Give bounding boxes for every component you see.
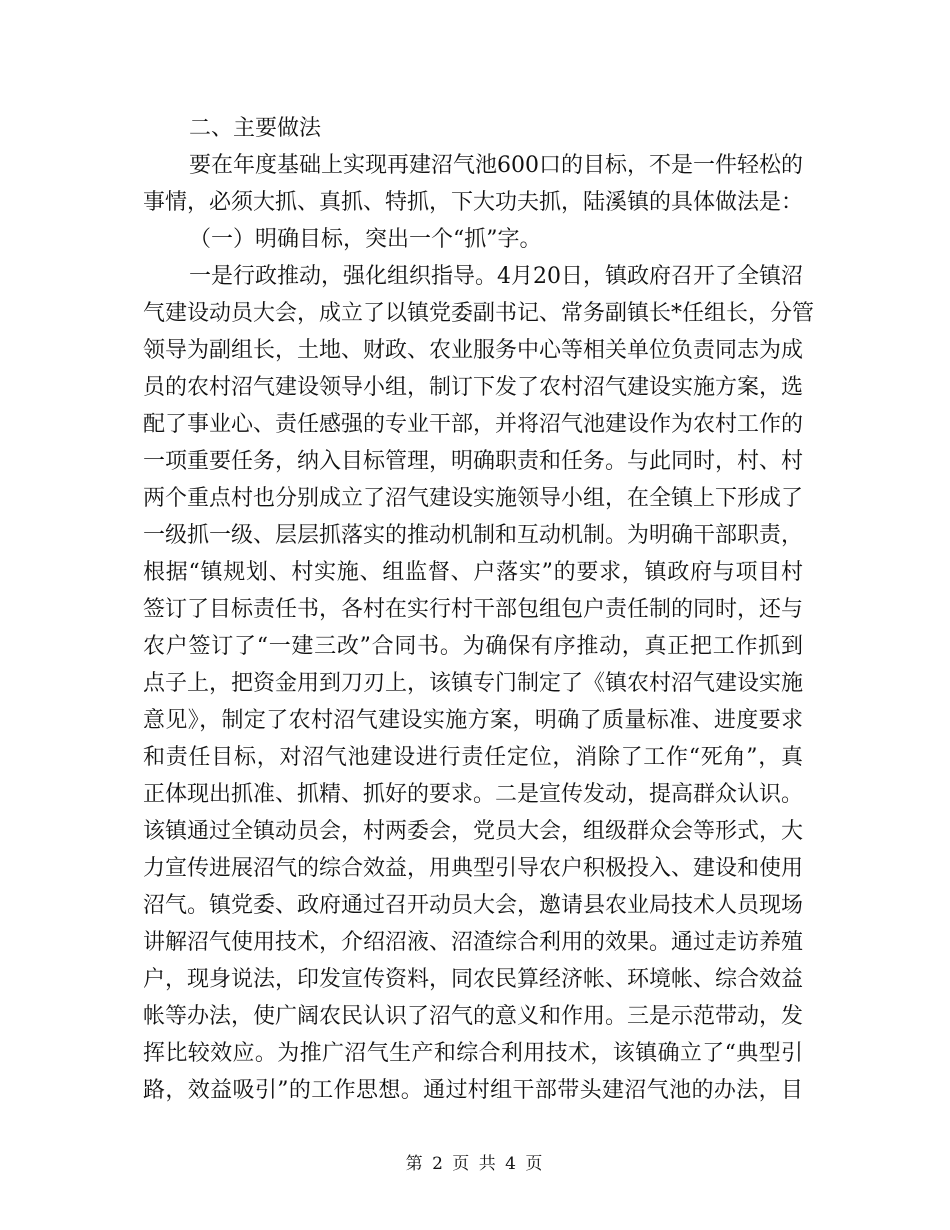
paragraph-line: 户，现身说法，印发宣传资料，同农民算经济帐、环境帐、综合效益 bbox=[143, 967, 804, 992]
paragraph-line: 要在年度基础上实现再建沼气池600口的目标，不是一件轻松的 bbox=[189, 153, 803, 178]
paragraph-line: 事情，必须大抓、真抓、特抓，下大功夫抓，陆溪镇的具体做法是： bbox=[143, 190, 804, 215]
paragraph-line: 挥比较效应。为推广沼气生产和综合利用技术，该镇确立了“典型引 bbox=[143, 1041, 803, 1066]
paragraph-line: 配了事业心、责任感强的专业干部，并将沼气池建设作为农村工作的 bbox=[143, 412, 804, 437]
subsection-heading: （一）明确目标，突出一个“抓”字。 bbox=[189, 227, 542, 252]
paragraph-line: 点子上，把资金用到刀刃上，该镇专门制定了《镇农村沼气建设实施 bbox=[143, 671, 804, 696]
paragraph-line: 正体现出抓准、抓精、抓好的要求。二是宣传发动，提高群众认识。 bbox=[143, 782, 804, 807]
section-heading: 二、主要做法 bbox=[189, 116, 322, 141]
paragraph-line: 意见》，制定了农村沼气建设实施方案，明确了质量标准、进度要求 bbox=[143, 708, 803, 733]
paragraph-line: 一级抓一级、层层抓落实的推动机制和互动机制。为明确干部职责， bbox=[143, 523, 804, 548]
paragraph-line: 签订了目标责任书，各村在实行村干部包组包户责任制的同时，还与 bbox=[143, 597, 804, 622]
paragraph-line: 两个重点村也分别成立了沼气建设实施领导小组，在全镇上下形成了 bbox=[143, 486, 804, 511]
paragraph-line: 沼气。镇党委、政府通过召开动员大会，邀请县农业局技术人员现场 bbox=[143, 893, 804, 918]
paragraph-line: 力宣传进展沼气的综合效益，用典型引导农户积极投入、建设和使用 bbox=[143, 856, 804, 881]
paragraph-line: 员的农村沼气建设领导小组，制订下发了农村沼气建设实施方案，选 bbox=[143, 375, 804, 400]
paragraph-line: 讲解沼气使用技术，介绍沼液、沼渣综合利用的效果。通过走访养殖 bbox=[143, 930, 804, 955]
paragraph-line: 一项重要任务，纳入目标管理，明确职责和任务。与此同时，村、村 bbox=[143, 449, 804, 474]
paragraph-line: 领导为副组长，土地、财政、农业服务中心等相关单位负责同志为成 bbox=[143, 338, 804, 363]
paragraph-line: 气建设动员大会，成立了以镇党委副书记、常务副镇长*任组长，分管 bbox=[143, 301, 815, 326]
paragraph-line: 农户签订了“一建三改”合同书。为确保有序推动，真正把工作抓到 bbox=[143, 634, 803, 659]
paragraph-line: 该镇通过全镇动员会，村两委会，党员大会，组级群众会等形式，大 bbox=[143, 819, 804, 844]
paragraph-line: 根据“镇规划、村实施、组监督、户落实”的要求，镇政府与项目村 bbox=[143, 560, 803, 585]
page-number-footer: 第 2 页 共 4 页 bbox=[405, 1154, 545, 1174]
paragraph-line: 帐等办法，使广阔农民认识了沼气的意义和作用。三是示范带动，发 bbox=[143, 1004, 804, 1029]
paragraph-line: 和责任目标，对沼气池建设进行责任定位，消除了工作“死角”，真 bbox=[143, 745, 803, 770]
paragraph-line: 路，效益吸引”的工作思想。通过村组干部带头建沼气池的办法，目 bbox=[143, 1078, 803, 1103]
paragraph-line: 一是行政推动，强化组织指导。4月20日，镇政府召开了全镇沼 bbox=[189, 264, 803, 289]
